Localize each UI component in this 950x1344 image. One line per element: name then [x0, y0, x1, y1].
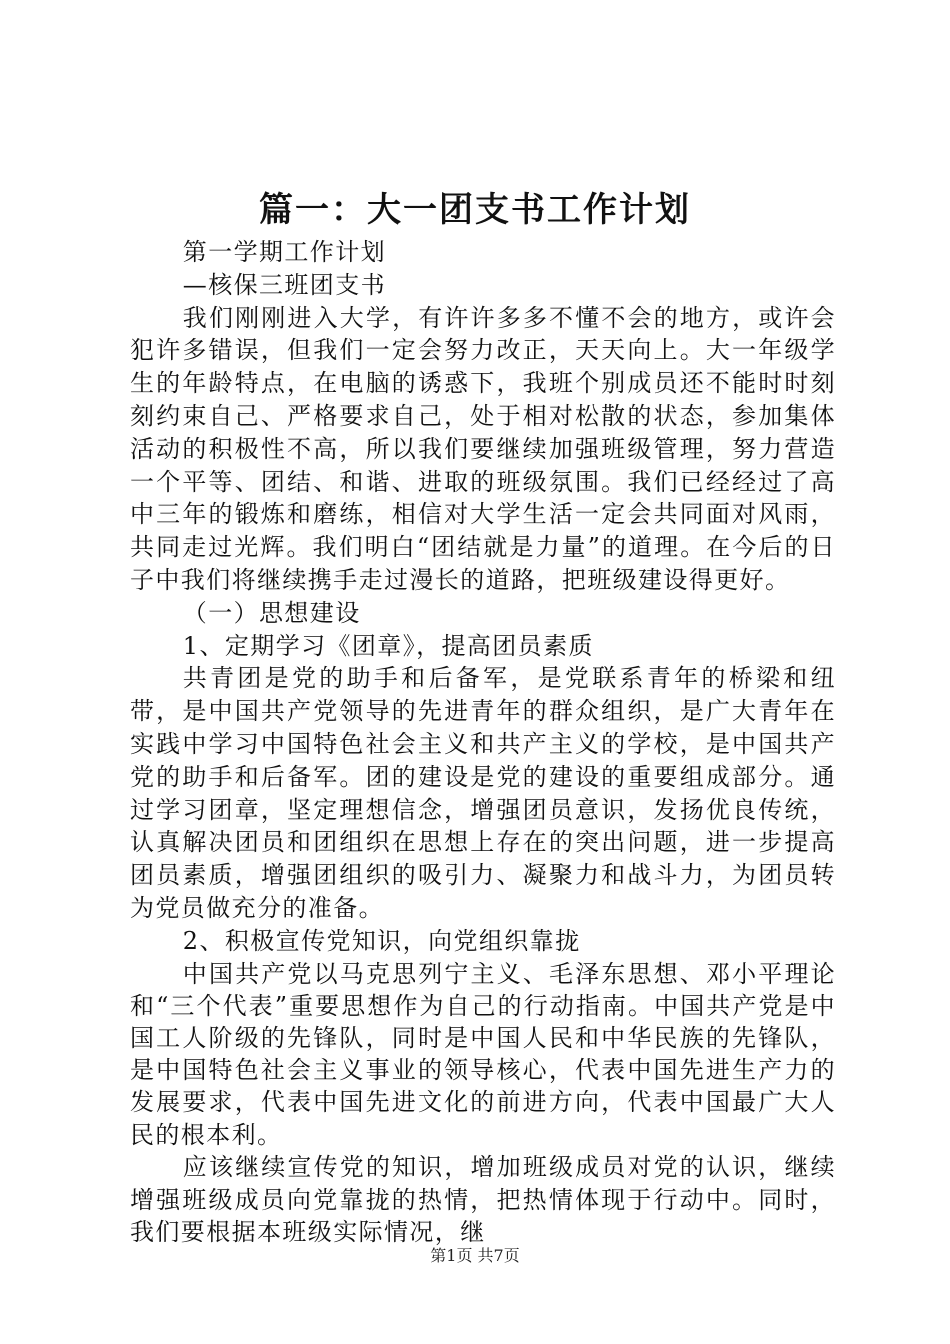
subheading-study-charter: 1、定期学习《团章》，提高团员素质	[182, 631, 594, 660]
paragraph-league: 共青团是党的助手和后备军，是党联系青年的桥梁和纽带，是中国共产党领导的先进青年的群众组织，是广大青年在实践中学习中国特色社会主义和共产主义的学校，是中国共产党的助手和后备军。团的建设是党的建设的重要组成部分。通过学习团章，坚定理想信念，增强团员意识，发扬优良传统，认真解决团员和团组织在思想上存在的突出问题，进一步提高团员素质，增强团组织的吸引力、凝聚力和战斗力，为团员转为党员做充分的准备。	[130, 664, 836, 922]
paragraph-intro: 我们刚刚进入大学，有许许多多不懂不会的地方，或许会犯许多错误，但我们一定会努力改正，天天向上。大一年级学生的年龄特点，在电脑的诱惑下，我班个别成员还不能时时刻刻约束自己、严格要求自己，处于相对松散的状态，参加集体活动的积极性不高，所以我们要继续加强班级管理，努力营造一个平等、团结、和谐、进取的班级氛围。我们已经经过了高中三年的锻炼和磨练，相信对大学生活一定会共同面对风雨，共同走过光辉。我们明白“团结就是力量”的道理。在今后的日子中我们将继续携手走过漫长的道路，把班级建设得更好。	[130, 303, 836, 594]
subheading-promote-party: 2、积极宣传党知识，向党组织靠拢	[182, 926, 581, 955]
paragraph-continue: 应该继续宣传党的知识，增加班级成员对党的认识，继续增强班级成员向党靠拢的热情，把热情体现于行动中。同时，我们要根据本班级实际情况，继	[130, 1152, 836, 1247]
paragraph-party: 中国共产党以马克思列宁主义、毛泽东思想、邓小平理论和“三个代表”重要思想作为自己的行动指南。中国共产党是中国工人阶级的先锋队，同时是中国人民和中华民族的先锋队，是中国特色社会主义事业的领导核心，代表中国先进生产力的发展要求，代表中国先进文化的前进方向，代表中国最广大人民的根本利。	[130, 959, 836, 1149]
document-body	[130, 236, 836, 1249]
section-heading-ideology: （一）思想建设	[182, 598, 361, 627]
paragraph-subtitle: 第一学期工作计划	[182, 238, 386, 266]
document-title: 篇一：大一团支书工作计划	[259, 190, 691, 230]
page-footer: 第1页 共7页	[430, 1246, 520, 1265]
paragraph-author: —核保三班团支书	[182, 270, 386, 299]
